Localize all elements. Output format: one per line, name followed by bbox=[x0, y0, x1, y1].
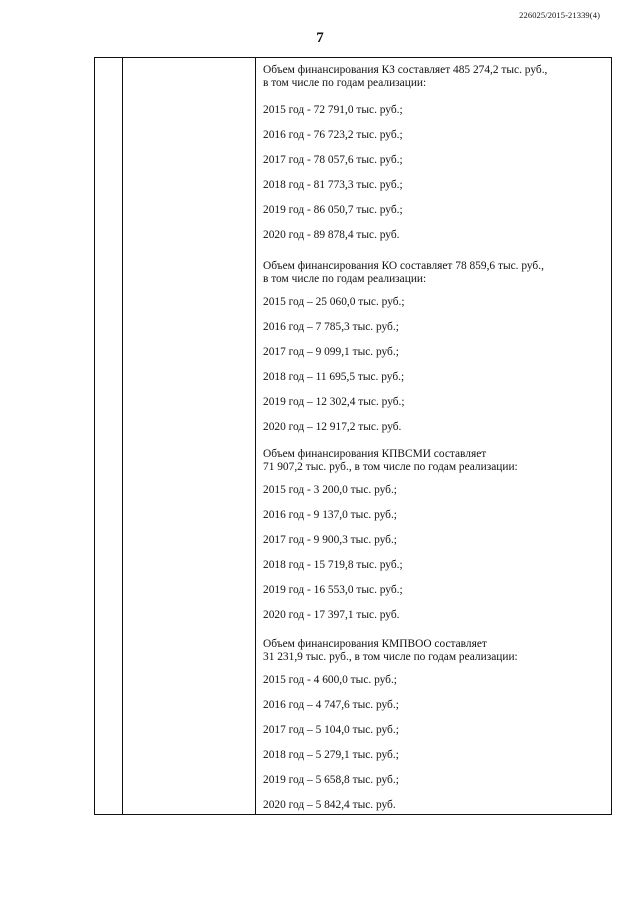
year-line: 2018 год - 15 719,8 тыс. руб.; bbox=[263, 559, 403, 571]
year-line: 2017 год – 9 099,1 тыс. руб.; bbox=[263, 346, 399, 358]
year-line: 2017 год - 9 900,3 тыс. руб.; bbox=[263, 534, 397, 546]
page-number: 7 bbox=[316, 30, 324, 46]
section-kz bbox=[263, 64, 607, 260]
year-line: 2016 год - 9 137,0 тыс. руб.; bbox=[263, 509, 397, 521]
section-heading-line1: Объем финансирования КО составляет 78 859,6 тыс. руб., bbox=[263, 260, 544, 272]
column-divider-2 bbox=[255, 58, 256, 814]
year-line: 2017 год – 5 104,0 тыс. руб.; bbox=[263, 724, 399, 736]
section-heading-line1: Объем финансирования КПВСМИ составляет bbox=[263, 448, 487, 460]
section-heading-line1: Объем финансирования КЗ составляет 485 274,2 тыс. руб., bbox=[263, 64, 548, 76]
year-line: 2015 год - 3 200,0 тыс. руб.; bbox=[263, 484, 397, 496]
year-line: 2018 год - 81 773,3 тыс. руб.; bbox=[263, 179, 403, 191]
year-line: 2015 год - 4 600,0 тыс. руб.; bbox=[263, 674, 397, 686]
section-kmpvoo bbox=[263, 638, 607, 812]
section-heading-line2: в том числе по годам реализации: bbox=[263, 77, 427, 89]
section-heading bbox=[263, 260, 607, 286]
year-line: 2019 год – 12 302,4 тыс. руб.; bbox=[263, 396, 405, 408]
section-heading-line2: 31 231,9 тыс. руб., в том числе по годам реализации: bbox=[263, 651, 518, 663]
section-ko bbox=[263, 260, 607, 448]
section-heading bbox=[263, 448, 607, 474]
year-line: 2018 год – 11 695,5 тыс. руб.; bbox=[263, 371, 405, 383]
section-heading-line2: 71 907,2 тыс. руб., в том числе по годам реализации: bbox=[263, 461, 518, 473]
year-line: 2019 год - 86 050,7 тыс. руб.; bbox=[263, 204, 403, 216]
year-line: 2016 год - 76 723,2 тыс. руб.; bbox=[263, 129, 403, 141]
year-line: 2020 год – 5 842,4 тыс. руб. bbox=[263, 799, 396, 811]
funding-cell bbox=[263, 64, 607, 812]
year-line: 2019 год - 16 553,0 тыс. руб.; bbox=[263, 584, 403, 596]
year-line: 2018 год – 5 279,1 тыс. руб.; bbox=[263, 749, 399, 761]
section-heading-line2: в том числе по годам реализации: bbox=[263, 273, 427, 285]
section-heading bbox=[263, 64, 607, 90]
section-heading bbox=[263, 638, 607, 664]
document-id: 226025/2015-21339(4) bbox=[519, 10, 600, 20]
section-kpvsmi bbox=[263, 448, 607, 638]
year-line: 2016 год – 7 785,3 тыс. руб.; bbox=[263, 321, 399, 333]
year-line: 2015 год - 72 791,0 тыс. руб.; bbox=[263, 104, 403, 116]
year-line: 2016 год – 4 747,6 тыс. руб.; bbox=[263, 699, 399, 711]
year-line: 2020 год - 17 397,1 тыс. руб. bbox=[263, 609, 400, 621]
column-divider-1 bbox=[122, 58, 123, 814]
year-line: 2019 год – 5 658,8 тыс. руб.; bbox=[263, 774, 399, 786]
year-line: 2020 год – 12 917,2 тыс. руб. bbox=[263, 421, 402, 433]
year-line: 2020 год - 89 878,4 тыс. руб. bbox=[263, 229, 400, 241]
year-line: 2017 год - 78 057,6 тыс. руб.; bbox=[263, 154, 403, 166]
year-line: 2015 год – 25 060,0 тыс. руб.; bbox=[263, 296, 405, 308]
section-heading-line1: Объем финансирования КМПВОО составляет bbox=[263, 638, 487, 650]
funding-table bbox=[94, 57, 612, 815]
